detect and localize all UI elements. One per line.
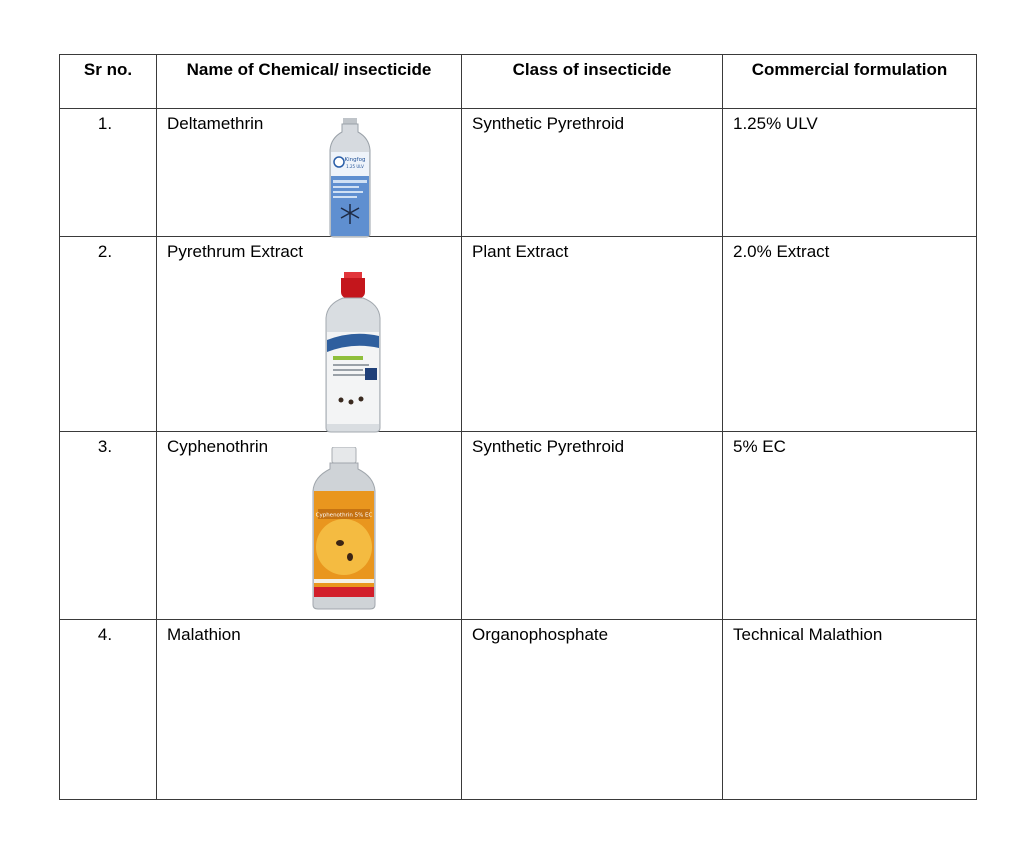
- chemical-name: Cyphenothrin: [167, 437, 269, 456]
- header-chemical-name: Name of Chemical/ insecticide: [157, 55, 462, 109]
- kingfog-bottle-image: [325, 118, 375, 238]
- cell-class: Synthetic Pyrethroid: [462, 432, 723, 620]
- chemical-name: Deltamethrin: [167, 114, 264, 133]
- cell-sr: 3.: [60, 432, 157, 620]
- table-row: [60, 109, 977, 237]
- chemical-name: Pyrethrum Extract: [167, 242, 304, 261]
- cell-class: Synthetic Pyrethroid: [462, 109, 723, 237]
- bottle3-label-text: Cyphenothrin 5% EC: [315, 512, 373, 519]
- chemical-name: Malathion: [167, 625, 241, 644]
- insecticide-table: [59, 54, 977, 800]
- table-row: [60, 432, 977, 620]
- cell-formulation: 2.0% Extract: [723, 237, 977, 432]
- header-class: Class of insecticide: [462, 55, 723, 109]
- table-row: [60, 620, 977, 800]
- cyphenothrin-bottle-image: [308, 447, 380, 611]
- cell-name: [157, 620, 462, 800]
- cell-formulation: 1.25% ULV: [723, 109, 977, 237]
- cell-sr: 4.: [60, 620, 157, 800]
- cell-name: [157, 432, 462, 620]
- table-header-row: [60, 55, 977, 109]
- cell-formulation: 5% EC: [723, 432, 977, 620]
- pyrethrum-bottle-image: [321, 272, 385, 434]
- bottle1-sub-text: 1.25 ULV: [346, 164, 364, 169]
- cell-class: Organophosphate: [462, 620, 723, 800]
- cell-name: [157, 109, 462, 237]
- cell-sr: 1.: [60, 109, 157, 237]
- cell-name: [157, 237, 462, 432]
- bottle1-brand-text: Kingfog: [344, 157, 366, 163]
- header-sr-no: Sr no.: [60, 55, 157, 109]
- header-formulation: Commercial formulation: [723, 55, 977, 109]
- cell-sr: 2.: [60, 237, 157, 432]
- cell-formulation: Technical Malathion: [723, 620, 977, 800]
- cell-class: Plant Extract: [462, 237, 723, 432]
- table-row: [60, 237, 977, 432]
